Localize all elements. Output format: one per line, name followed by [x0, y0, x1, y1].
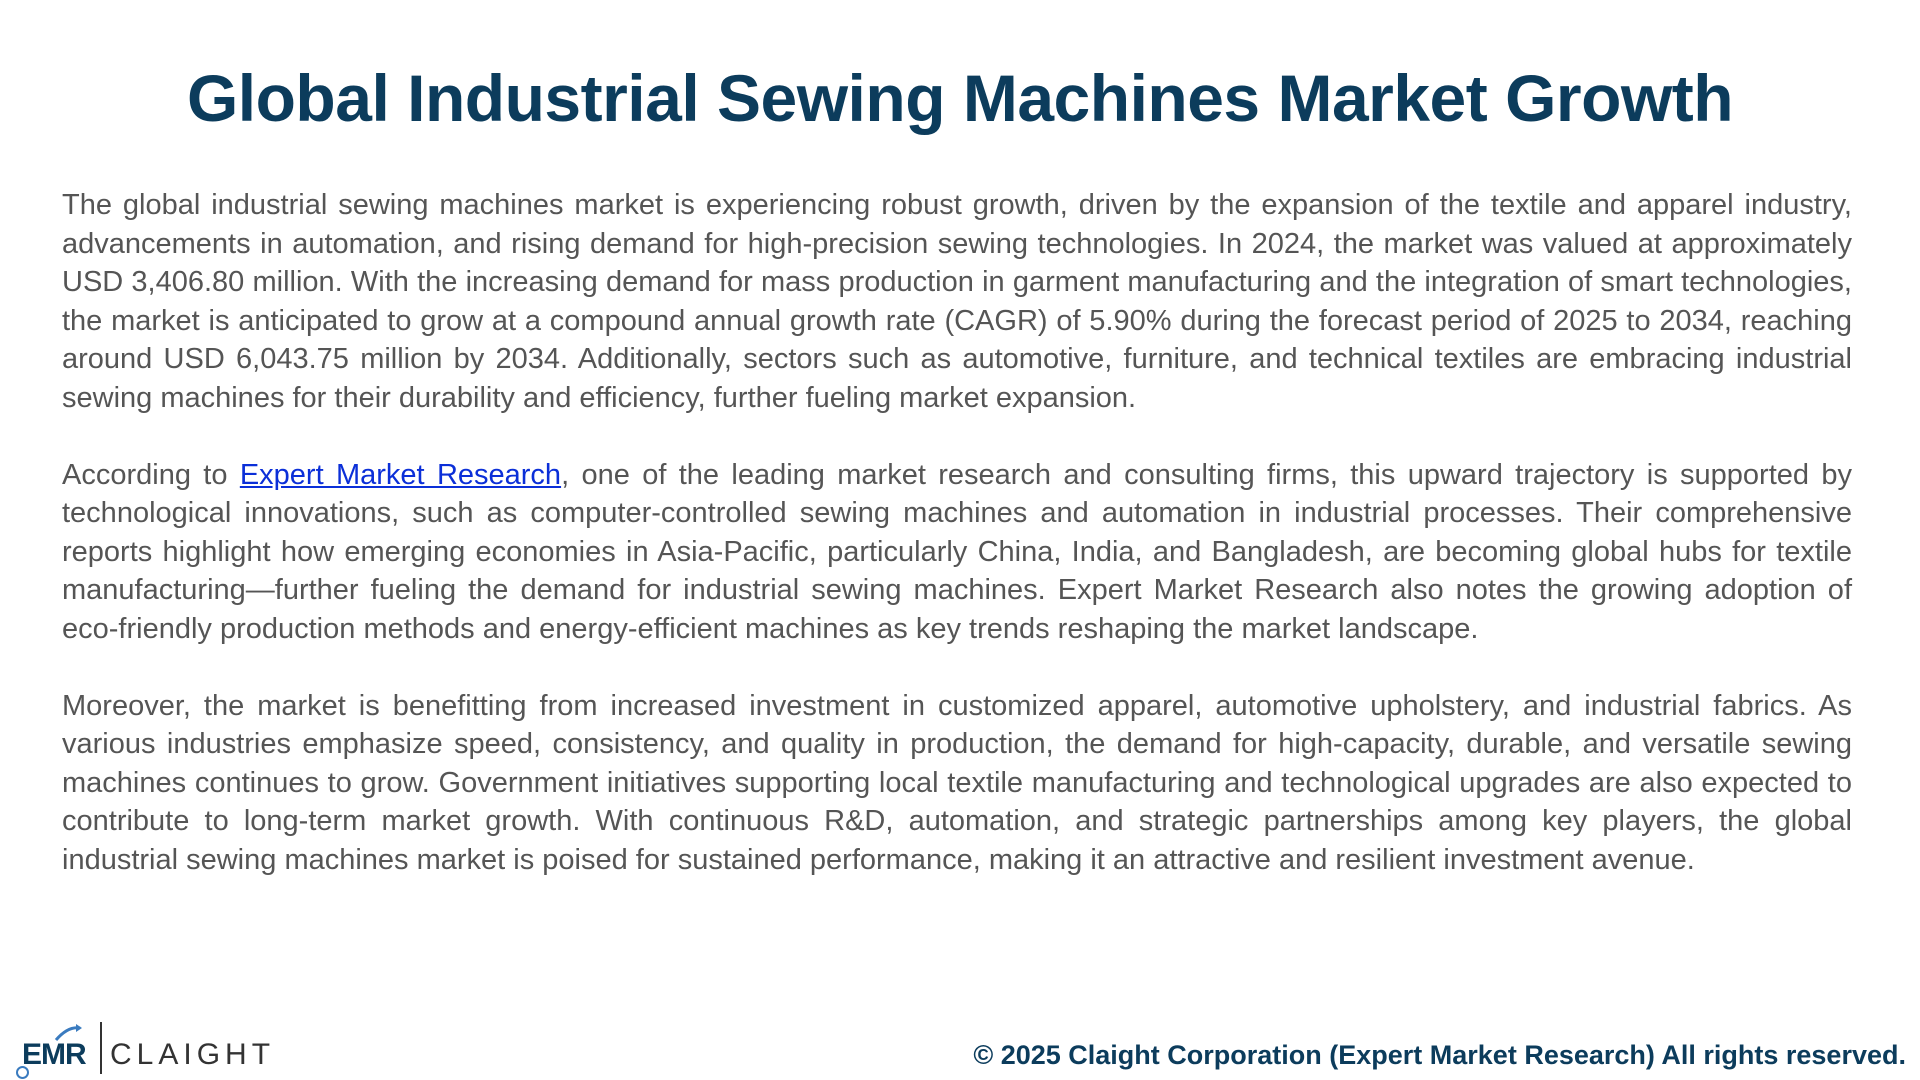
paragraph-market-overview: The global industrial sewing machines market is experiencing robust growth, driven by the expansion of the textile and apparel industry, advancements in automation, and rising demand for high-precision sewing technologies. In 2024, the market was valued at approximately USD 3,406.80 million. With the increasing demand for mass production in garment manufacturing and the integration of smart technologies, the market is anticipated to grow at a compound annual growth rate (CAGR) of 5.90% during the forecast period of 2025 to 2034, reaching around USD 6,043.75 million by 2034. Additionally, sectors such as automotive, furniture, and technical textiles are embracing industrial sewing machines for their durability and efficiency, further fueling market expansion. — [62, 189, 1852, 414]
logo-emr-text: EMR — [22, 1038, 86, 1071]
logo-claight-text: CLAIGHT — [110, 1038, 276, 1071]
expert-market-research-link[interactable]: Expert Market Research — [239, 458, 562, 491]
logo-divider — [100, 1022, 102, 1074]
paragraph-text-before-link: According to — [62, 458, 240, 491]
paragraph-text-after-link: , one of the leading market research and consulting firms, this upward trajectory is supported by technological innovations, such as computer-controlled sewing machines and automation in industrial processes. Their comprehensive reports highlight how emerging economies in Asia-Pacific, particularly China, India, and Bangladesh, are becoming global hubs for textile manufacturing—further fueling the demand for industrial sewing machines. Expert Market Research also notes the growing adoption of eco-friendly production methods and energy-efficient machines as key trends reshaping the market landscape. — [62, 458, 1853, 645]
paragraph-expert-research — [62, 456, 1852, 649]
paragraph-growth-drivers: Moreover, the market is benefitting from increased investment in customized apparel, automotive upholstery, and industrial fabrics. As various industries emphasize speed, consistency, and quality in production, the demand for high-capacity, durable, and versatile sewing machines continues to grow. Government initiatives supporting local textile manufacturing and technological upgrades are also expected to contribute to long-term market growth. With continuous R&D, automation, and strategic partnerships among key players, the global industrial sewing machines market is poised for sustained performance, making it an attractive and resilient investment avenue. — [62, 689, 1852, 876]
slide-body — [62, 186, 1852, 918]
copyright-notice: © 2025 Claight Corporation (Expert Market Research) All rights reserved. — [973, 1040, 1906, 1070]
slide-title: Global Industrial Sewing Machines Market Growth — [186, 61, 1734, 135]
emr-claight-logo — [16, 1018, 296, 1078]
